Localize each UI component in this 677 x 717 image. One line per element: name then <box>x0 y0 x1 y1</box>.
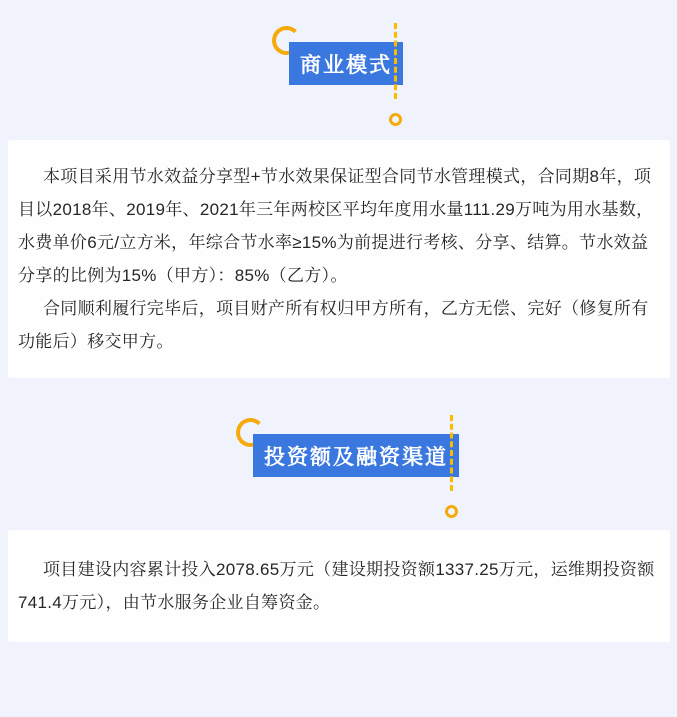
paragraph-investment-total: 项目建设内容累计投入2078.65万元（建设期投资额1337.25万元，运维期投资额741.4万元），由节水服务企业自筹资金。 <box>18 560 655 612</box>
paragraph-asset-transfer: 合同顺利履行完毕后，项目财产所有权归甲方所有，乙方无偿、完好（修复所有功能后）移交甲方。 <box>18 299 649 351</box>
ring-icon <box>445 505 458 518</box>
paragraph-contract-model: 本项目采用节水效益分享型+节水效果保证型合同节水管理模式，合同期8年，项目以2018年、2019年、2021年三年两校区平均年度用水量111.29万吨为用水基数，水费单价6元/立方米，年综合节水率≥15%为前提进行考核、分享、结算。节水效益分享的比例为15%（甲方）：85%（乙方）。 <box>18 167 654 285</box>
content-card-business-model <box>8 140 670 378</box>
section-title-badge: 商业模式 <box>289 42 403 85</box>
ring-icon <box>389 113 402 126</box>
dashed-line-icon <box>394 23 397 99</box>
section-business-model <box>0 42 677 378</box>
section-title-decoration-wrap <box>289 42 403 85</box>
section-title-decoration-wrap <box>253 434 459 477</box>
dashed-line-icon <box>450 415 453 491</box>
content-card-investment <box>8 530 670 642</box>
section-investment-financing <box>0 434 677 642</box>
section-title-badge: 投资额及融资渠道 <box>253 434 459 477</box>
